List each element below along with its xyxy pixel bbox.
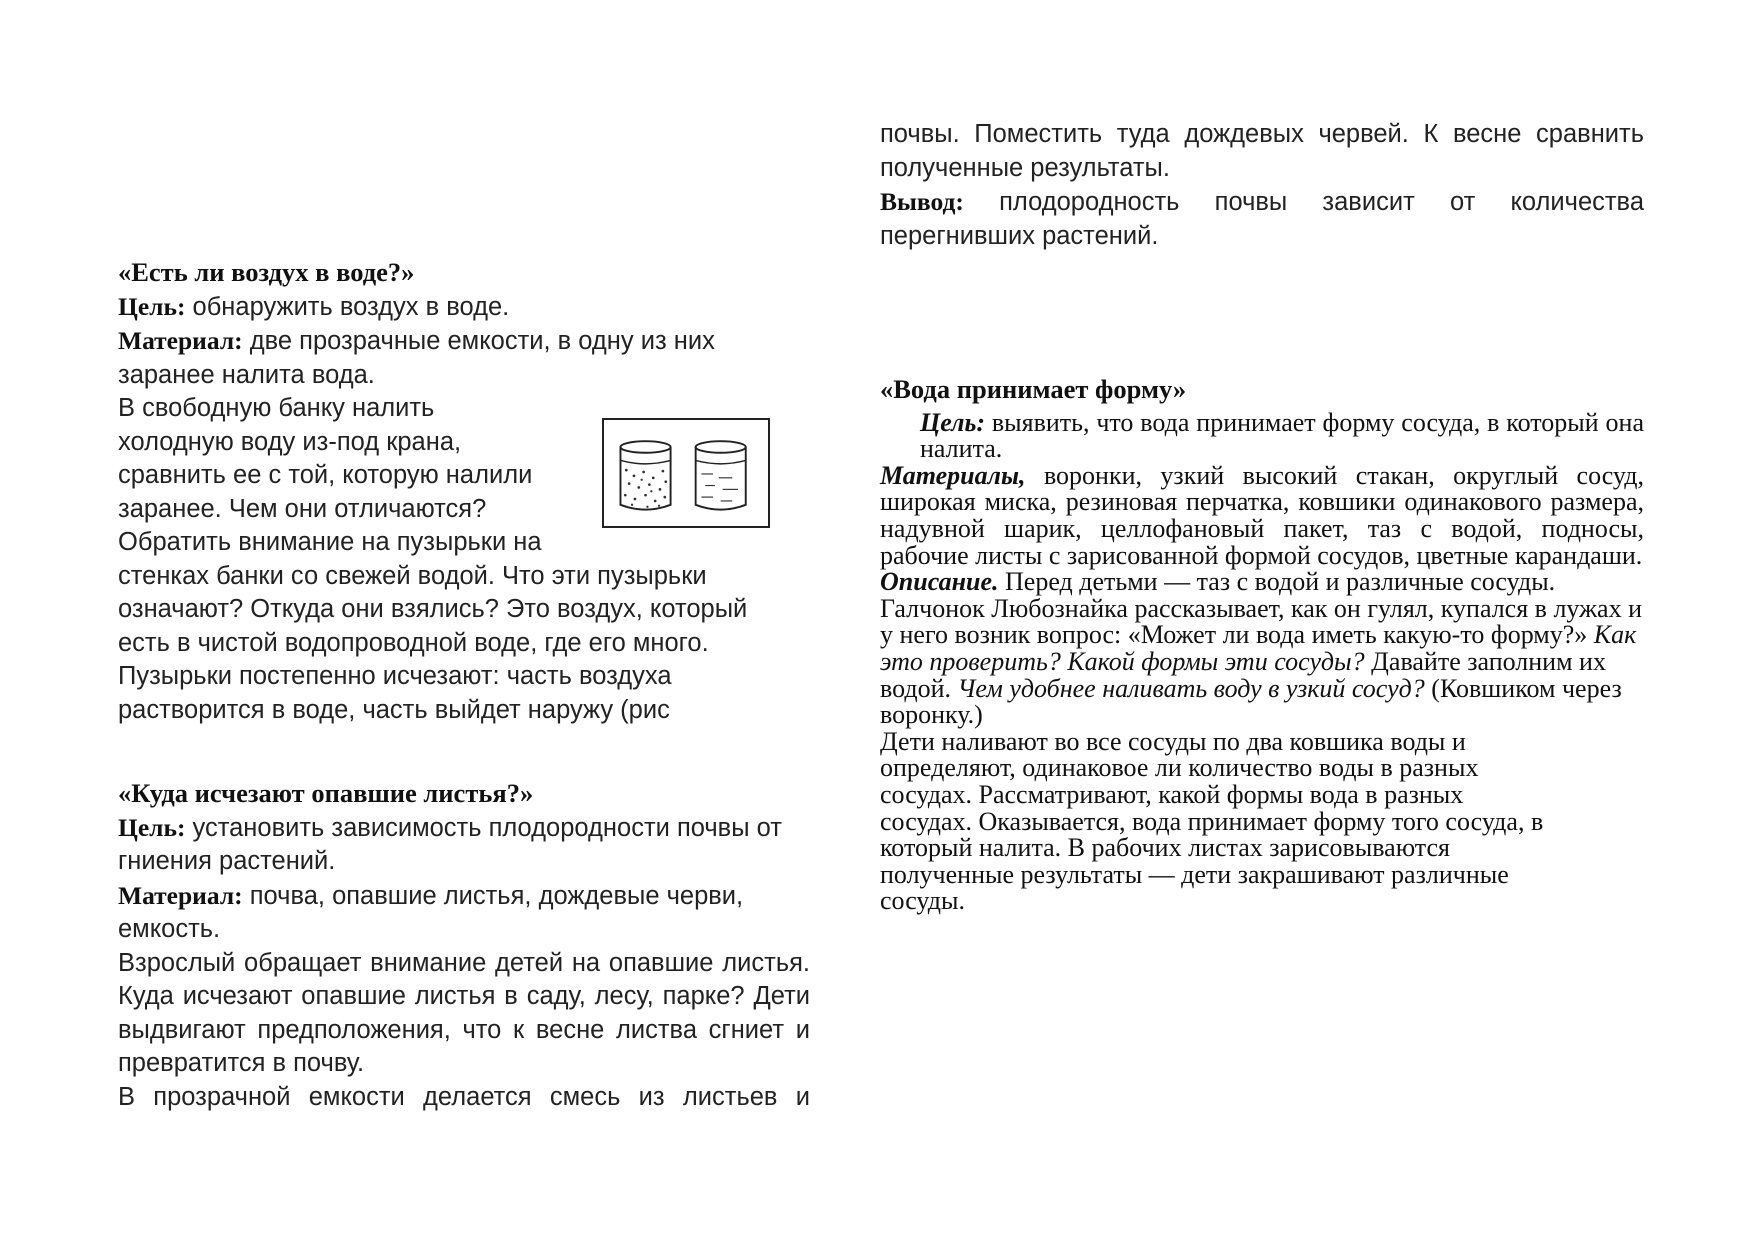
- material-label: Материал:: [118, 326, 243, 355]
- experiment-1-material: [118, 324, 810, 392]
- wrap-line: заранее. Чем они отличаются?: [118, 494, 487, 523]
- description-question: Как это проверить? Какой формы эти сосуды?: [880, 620, 1637, 676]
- material-text: почва, опавшие листья, дождевые черви, емкость.: [118, 881, 744, 943]
- description-line: сосудах. Оказывается, вода принимает форму того сосуда, в: [880, 806, 1544, 836]
- material-text: две прозрачные емкости, в одну из них заранее налита вода.: [118, 327, 715, 389]
- description-line: который налита. В рабочих листах зарисовываются: [880, 833, 1450, 863]
- goal-text: установить зависимость плодородности почвы от гниения растений.: [118, 813, 782, 875]
- wrap-line: холодную воду из-под крана,: [118, 427, 462, 456]
- goal-label: Цель:: [118, 812, 186, 842]
- experiment-2-continuation: почвы. Поместить туда дождевых червей. К весне сравнить полученные результаты.: [880, 120, 1644, 182]
- experiment-3-goal: [880, 407, 1644, 464]
- experiment-1-title: «Есть ли воздух в воде?»: [118, 257, 415, 287]
- description-label: Описание.: [880, 567, 999, 597]
- experiment-2-paragraph: Взрослый обращает внимание детей на опавшие листья. Куда исчезают опавшие листья в саду, лесу, парке? Дети выдвигают предположения, что к весне листва сгниет и превратится в почву.: [118, 948, 810, 1077]
- experiment-3-materials: [880, 460, 1644, 570]
- conclusion-label: Вывод:: [880, 187, 964, 216]
- experiment-1-goal: [118, 290, 810, 325]
- wrap-line: В свободную банку налить: [118, 394, 435, 422]
- goal-label: Цель:: [920, 407, 985, 437]
- description-line: Дети наливают во все сосуды по два ковшика воды и: [880, 726, 1466, 756]
- experiment-2-title: «Куда исчезают опавшие листья?»: [118, 778, 534, 808]
- body-line: стенках банки со свежей водой. Что эти пузырьки: [118, 561, 707, 590]
- left-column: [118, 256, 810, 1114]
- materials-label: Материалы,: [880, 460, 1026, 490]
- conclusion-text: плодородность почвы зависит от количества перегнивших растений.: [880, 188, 1644, 250]
- experiment-3-description: [880, 569, 1644, 729]
- description-line: сосудах. Рассматривают, какой формы вода в разных: [880, 779, 1464, 809]
- wrap-line: Обратить внимание на пузырьки на: [118, 528, 542, 556]
- right-column-top: [880, 118, 1644, 253]
- two-glasses-of-water-illustration: [602, 418, 770, 528]
- goal-text: выявить, что вода принимает форму сосуда, в который она налита.: [920, 407, 1644, 464]
- materials-text: воронки, узкий высокий стакан, округлый сосуд, широкая миска, резиновая перчатка, ковшики одинакового размера, надувной шарик, целлофановый пакет, таз с водой, подносы, рабочие листы с зарисованной формой сосудов, цветные карандаши.: [880, 460, 1644, 570]
- experiment-2-material: [118, 879, 810, 947]
- description-line: определяют, одинаковое ли количество воды в разных: [880, 753, 1479, 783]
- experiment-2-conclusion: [880, 185, 1644, 253]
- body-line: означают? Откуда они взялись? Это воздух, который: [118, 595, 748, 623]
- goal-label: Цель:: [118, 291, 186, 321]
- wrap-line: сравнить ее с той, которую налили: [118, 461, 533, 489]
- experiment-3-title: «Вода принимает форму»: [880, 374, 1187, 404]
- material-label: Материал:: [118, 880, 243, 910]
- body-line: Пузырьки постепенно исчезают: часть воздуха: [118, 662, 672, 690]
- body-line: растворится в воде, часть выйдет наружу (рис: [118, 695, 670, 724]
- experiment-2-goal: [118, 811, 810, 879]
- description-text: (Ковшиком через воронку.): [880, 673, 1622, 730]
- experiment-2-paragraph-end: В прозрачной емкости делается смесь из листьев и: [118, 1082, 810, 1111]
- glasses-icon: [604, 420, 768, 526]
- description-line: сосуды.: [880, 886, 965, 916]
- right-column-bottom: [880, 376, 1644, 915]
- description-text: Перед детьми — таз с водой и различные сосуды. Галчонок Любознайка рассказывает, как он гулял, купался в лужах и у него возник вопрос: «Может ли вода иметь какую-то форму?»: [880, 567, 1643, 650]
- goal-text: обнаружить воздух в воде.: [185, 292, 510, 321]
- description-question: Чем удобнее наливать воду в узкий сосуд?: [957, 673, 1425, 703]
- description-text: Давайте заполним их водой.: [880, 646, 1606, 703]
- description-line: полученные результаты — дети закрашивают различные: [880, 859, 1509, 889]
- body-line: есть в чистой водопроводной воде, где его много.: [118, 628, 709, 657]
